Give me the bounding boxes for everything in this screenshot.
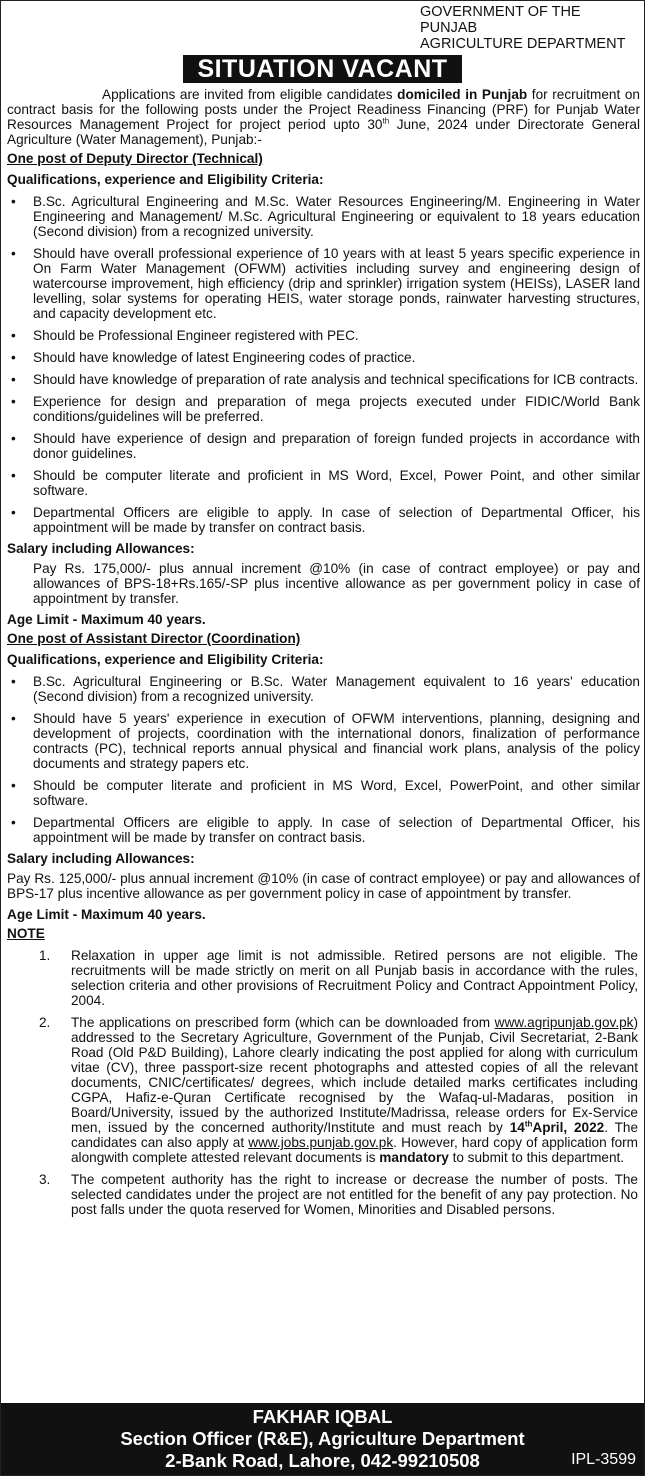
text-run: Relaxation in upper age limit is not admissible. Retired persons are not eligible. The recruitments will be made strictly on merit on all Punjab basis in accordance with the rules, selection criteria and other provisions of Recruitment Policy and Contract Appointment Policy, 2004. <box>71 948 638 1008</box>
criteria-label: Qualifications, experience and Eligibility Criteria: <box>7 652 324 667</box>
header <box>1 1 644 52</box>
text-run: Should be computer literate and proficient in MS Word, Excel, Power Point, and other similar software. <box>33 468 640 498</box>
bold-text: mandatory <box>379 1150 449 1165</box>
text-run: Applications are invited from eligible candidates <box>102 87 398 102</box>
superscript: th <box>382 116 390 126</box>
criteria-item <box>7 674 640 704</box>
intro-paragraph <box>7 87 640 147</box>
text-run: ) addressed to the Secretary Agriculture, Government of the Punjab, Civil Secretariat, 2-Bank Road (Old P&D Building), Lahore clearly indicating the post applied for along with curriculum vitae (CV), three passport-size recent photographs and attested copies of all the relevant documents, CNIC/certificates/ degrees, which include detailed marks certificates including CGPA, Hafiz-e-Quran Certificate recognised by the Wafaq-ul-Madaras, position in Board/University, issued by the authorized Institute/Madrissa, release orders for Ex-Service men, issued by the concerned authority/Institute and must reach by <box>71 1015 638 1135</box>
note-text <box>71 1172 638 1217</box>
text-run: Should have knowledge of latest Engineering codes of practice. <box>33 350 416 365</box>
criteria-item <box>7 194 640 239</box>
criteria-item <box>7 246 640 321</box>
criteria-item <box>7 711 640 771</box>
criteria-item <box>7 468 640 498</box>
note-text <box>71 1015 638 1165</box>
text-run: B.Sc. Agricultural Engineering and M.Sc. Water Resources Engineering/M. Engineering in Water Engineering and Management/ M.Sc. Agricultural Engineering or equivalent to 18 years education (Second division) from a recognized university. <box>33 194 640 239</box>
office-address: 2-Bank Road, Lahore, 042-99210508 <box>165 1450 480 1471</box>
officer-designation: Section Officer (R&E), Agriculture Department <box>120 1428 525 1449</box>
age-limit: Age Limit - Maximum 40 years. <box>7 907 206 922</box>
criteria-item <box>7 372 640 387</box>
text-run: June, 2024 under Directorate General Agriculture (Water Management), Punjab:- <box>7 117 640 147</box>
criteria-item <box>7 431 640 461</box>
bullet-icon: • <box>11 394 16 409</box>
salary-label: Salary including Allowances: <box>7 851 195 866</box>
ad-body <box>1 83 644 1217</box>
text-run: Departmental Officers are eligible to apply. In case of selection of Departmental Officer, his appointment will be made by transfer on contract basis. <box>33 505 640 535</box>
bullet-icon: • <box>11 350 16 365</box>
salary-text: Pay Rs. 175,000/- plus annual increment @10% (in case of contract employee) or pay and allowances of BPS-18+Rs.165/-SP plus incentive allowance as per government policy in case of appointment by transfer. <box>33 561 640 606</box>
bullet-icon: • <box>11 431 16 446</box>
post-heading: One post of Assistant Director (Coordination) <box>7 631 301 646</box>
note-number: 2. <box>39 1015 51 1030</box>
criteria-item <box>7 328 640 343</box>
salary-text: Pay Rs. 125,000/- plus annual increment @10% (in case of contract employee) or pay and allowances of BPS-17 plus incentive allowance as per government policy in case of appointment by transfer. <box>7 871 640 901</box>
note-number: 1. <box>39 948 51 963</box>
bullet-icon: • <box>11 194 16 209</box>
bullet-icon: • <box>11 505 16 520</box>
bullet-icon: • <box>11 468 16 483</box>
bold-text: 14 <box>509 1120 525 1135</box>
text-run: Should have knowledge of preparation of rate analysis and technical specifications for ICB contracts. <box>33 372 639 387</box>
text-run: to submit to this department. <box>448 1150 625 1165</box>
bullet-icon: • <box>11 328 16 343</box>
footer-signature <box>1 1403 644 1475</box>
criteria-item <box>7 778 640 808</box>
text-run: Should have 5 years' experience in execution of OFWM interventions, planning, designing and development of projects, coordination with the international donors, finalization of performance contracts (PC), technical reports annual physical and financial work plans, analysis of the policy documents and strategy papers etc. <box>33 711 640 771</box>
note-item <box>7 1172 640 1217</box>
link[interactable]: www.jobs.punjab.gov.pk <box>248 1135 394 1150</box>
criteria-label: Qualifications, experience and Eligibility Criteria: <box>7 172 324 187</box>
text-run: Departmental Officers are eligible to apply. In case of selection of Departmental Officer, his appointment will be made by transfer on contract basis. <box>33 815 640 845</box>
text-run: Should be Professional Engineer registered with PEC. <box>33 328 359 343</box>
text-run: Should be computer literate and proficient in MS Word, Excel, PowerPoint, and other similar software. <box>33 778 640 808</box>
bullet-icon: • <box>11 246 16 261</box>
bold-text: April, 2022 <box>532 1120 605 1135</box>
note-heading: NOTE <box>7 926 45 941</box>
link[interactable]: www.agripunjab.gov.pk <box>494 1015 634 1030</box>
note-item <box>7 948 640 1008</box>
salary-label: Salary including Allowances: <box>7 541 195 556</box>
note-text <box>71 948 638 1008</box>
bullet-icon: • <box>11 778 16 793</box>
text-run: B.Sc. Agricultural Engineering or B.Sc. Water Management equivalent to 16 years' education (Second division) from a recognized university. <box>33 674 640 704</box>
bullet-icon: • <box>11 815 16 830</box>
text-run: The applications on prescribed form (which can be downloaded from <box>71 1015 495 1030</box>
criteria-item <box>7 505 640 535</box>
superscript: th <box>524 1119 533 1129</box>
text-run: Should have overall professional experience of 10 years with at least 5 years specific experience in On Farm Water Management (OFWM) activities including survey and engineering design of watercourse improvement, high efficiency (drip and sprinkler) irrigation system (HEISs), LASER land levelling, solar systems for operating HEIS, water storage ponds, rainwater harvesting structures, and capacity development etc. <box>33 246 640 321</box>
criteria-item <box>7 350 640 365</box>
note-item <box>7 1015 640 1165</box>
government-name: GOVERNMENT OF THE PUNJAB <box>420 4 581 36</box>
department-name: AGRICULTURE DEPARTMENT <box>420 36 626 52</box>
text-run: The competent authority has the right to increase or decrease the number of posts. The selected candidates under the project are not entitled for the benefit of any pay protection. No post falls under the quota reserved for Women, Minorities and Disabled persons. <box>71 1172 638 1217</box>
criteria-item <box>7 394 640 424</box>
bullet-icon: • <box>11 372 16 387</box>
ad-title: SITUATION VACANT <box>183 55 461 83</box>
bullet-icon: • <box>11 674 16 689</box>
age-limit: Age Limit - Maximum 40 years. <box>7 612 206 627</box>
bullet-icon: • <box>11 711 16 726</box>
text-run: Experience for design and preparation of mega projects executed under FIDIC/World Bank conditions/guidelines will be preferred. <box>33 394 640 424</box>
bold-text: domiciled in Punjab <box>397 87 528 102</box>
note-number: 3. <box>39 1172 51 1187</box>
text-run: Should have experience of design and preparation of foreign funded projects in accordance with donor guidelines. <box>33 431 640 461</box>
criteria-item <box>7 815 640 845</box>
officer-name: FAKHAR IQBAL <box>252 1406 393 1427</box>
text-run: . The candidates can also apply at <box>71 1120 638 1150</box>
ad-reference: IPL-3599 <box>571 1451 636 1468</box>
post-heading: One post of Deputy Director (Technical) <box>7 151 263 166</box>
text-run: . However, hard copy of application form alongwith complete attested relevant documents is <box>71 1135 639 1165</box>
text-run: for recruitment on contract basis for the following posts under the Project Readiness Financing (PRF) for Punjab Water Resources Management Project for project period upto 30 <box>7 87 640 132</box>
